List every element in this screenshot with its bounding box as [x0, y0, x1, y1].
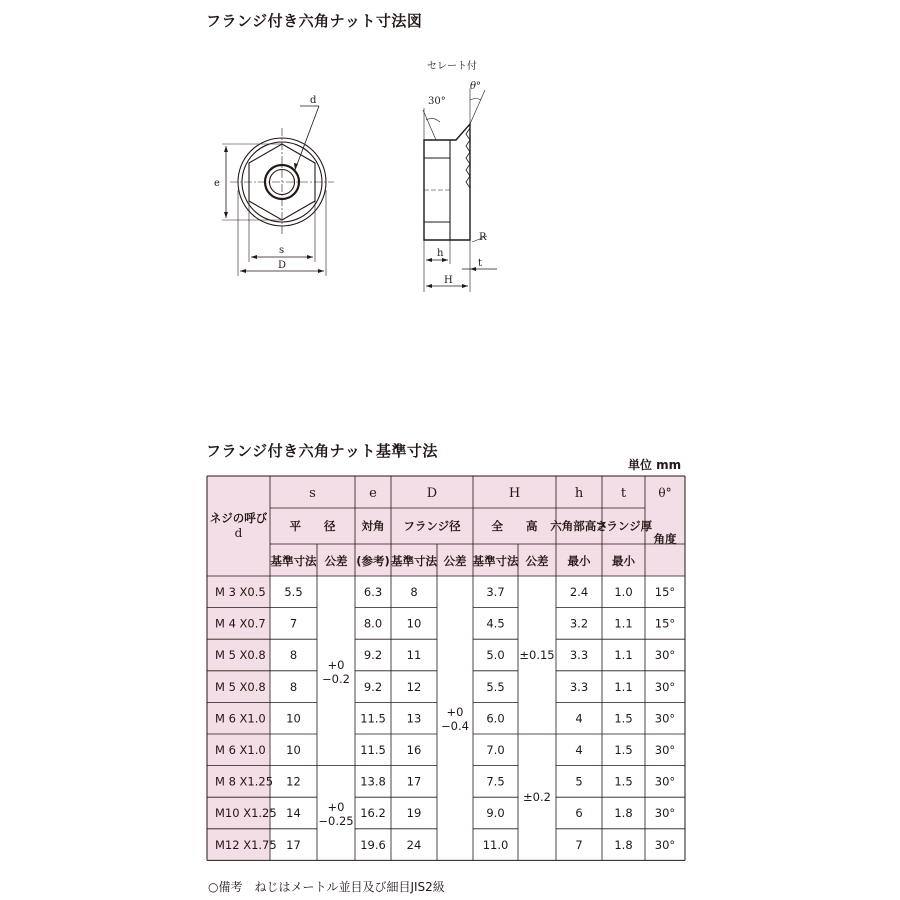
row-D: 8	[410, 585, 418, 599]
header-taikaku: 対角	[361, 519, 385, 533]
label-angle-30: 30°	[428, 96, 446, 107]
row-t: 1.0	[614, 585, 633, 599]
row-t: 1.1	[614, 616, 633, 631]
row-e: 8.0	[363, 616, 383, 631]
row-h: 6	[575, 806, 583, 821]
row-screw-size: M12 X1.75	[215, 837, 277, 852]
row-theta: 15°	[654, 616, 676, 631]
row-t: 1.1	[614, 648, 633, 663]
row-screw-size: M 8 X1.25	[215, 774, 274, 789]
row-D: 24	[406, 837, 422, 852]
header-subcol: 最小	[567, 554, 591, 568]
header-angle: 角度	[653, 532, 677, 546]
row-theta: 30°	[654, 837, 676, 852]
header-subcol: 最小	[612, 554, 635, 568]
header-subcol: (参考)	[356, 554, 390, 568]
row-t: 1.1	[614, 679, 633, 694]
row-s: 12	[286, 774, 301, 789]
row-s: 7	[289, 616, 298, 631]
header-theta: θ°	[658, 486, 672, 500]
row-D: 10	[406, 616, 422, 631]
unit-label: 単位 mm	[628, 458, 682, 472]
row-H: 6.0	[486, 711, 505, 726]
header-e: e	[369, 486, 377, 501]
row-h: 3.3	[569, 679, 589, 694]
header-subcol: 公差	[525, 554, 549, 568]
row-D: 17	[406, 774, 422, 789]
row-theta: 30°	[654, 743, 676, 757]
header-subcol: 基準寸法	[391, 554, 437, 568]
row-e: 13.8	[360, 774, 386, 789]
row-t: 1.5	[614, 774, 633, 789]
tolerance-D: +0	[446, 705, 464, 720]
row-H: 3.7	[486, 585, 505, 599]
row-h: 3.2	[569, 616, 589, 631]
label-s: s	[279, 245, 285, 256]
row-e: 19.6	[360, 837, 386, 852]
row-theta: 15°	[654, 585, 676, 599]
row-screw-size: M 5 X0.8	[215, 679, 266, 694]
row-t: 1.5	[614, 711, 633, 726]
row-screw-size: M10 X1.25	[215, 806, 277, 821]
header-subcol: 公差	[443, 554, 467, 568]
row-D: 12	[406, 679, 422, 694]
row-screw-size: M 3 X0.5	[215, 585, 266, 599]
tolerance-D: −0.4	[441, 719, 469, 734]
row-H: 5.5	[486, 679, 505, 694]
tolerance-H-a: ±0.15	[519, 648, 555, 662]
row-h: 4	[575, 711, 583, 726]
row-h: 3.3	[569, 648, 589, 663]
header-D: D	[426, 486, 438, 501]
note: ○備考 ねじはメートル並目及び細目JIS2級	[208, 880, 445, 894]
row-t: 1.8	[614, 806, 633, 821]
header-screw-size: ネジの呼び	[209, 511, 268, 525]
row-s: 8	[289, 648, 298, 663]
tolerance-s-b: −0.25	[318, 814, 354, 828]
header-flange-diameter: フランジ径	[403, 519, 461, 533]
row-e: 6.3	[363, 585, 383, 599]
tolerance-s-a: +0	[327, 657, 345, 672]
header-flange-thickness: フランジ厚	[594, 519, 653, 533]
row-theta: 30°	[654, 711, 676, 726]
row-theta: 30°	[654, 648, 676, 663]
table-title: フランジ付き六角ナット基準寸法	[206, 442, 438, 460]
row-e: 11.5	[360, 711, 386, 726]
row-H: 7.0	[486, 743, 505, 757]
row-H: 9.0	[486, 806, 505, 821]
row-D: 19	[406, 806, 422, 821]
label-theta: θ°	[470, 81, 482, 92]
row-h: 5	[575, 774, 583, 789]
label-D: D	[278, 260, 287, 271]
header-subcol: 基準寸法	[472, 554, 519, 568]
row-e: 11.5	[360, 743, 386, 757]
header-s: s	[309, 486, 316, 501]
row-s: 10	[286, 743, 301, 757]
label-H: H	[444, 275, 453, 286]
header-h: h	[574, 486, 584, 501]
row-H: 11.0	[482, 837, 509, 852]
row-screw-size: M 6 X1.0	[215, 711, 266, 726]
row-t: 1.8	[614, 837, 633, 852]
row-s: 17	[286, 837, 301, 852]
row-theta: 30°	[654, 806, 676, 821]
row-theta: 30°	[654, 774, 676, 789]
label-d: d	[310, 95, 317, 106]
row-theta: 30°	[654, 679, 676, 694]
row-s: 14	[286, 806, 301, 821]
row-s: 5.5	[284, 585, 303, 599]
row-D: 13	[406, 711, 422, 726]
row-s: 10	[286, 711, 301, 726]
header-hex-height: 六角部高さ	[550, 519, 608, 533]
drawing-title: フランジ付き六角ナット寸法図	[206, 12, 423, 30]
header-subcol: 公差	[324, 554, 348, 568]
row-s: 8	[289, 679, 298, 694]
header-hirakei: 平 径	[289, 519, 336, 533]
row-e: 9.2	[363, 679, 383, 694]
row-t: 1.5	[614, 743, 633, 757]
tolerance-s-a: −0.2	[322, 671, 350, 686]
label-t: t	[478, 258, 483, 269]
header-H: H	[508, 486, 521, 501]
row-H: 4.5	[486, 616, 505, 631]
row-h: 4	[575, 743, 583, 757]
row-e: 9.2	[363, 648, 383, 663]
row-e: 16.2	[360, 806, 386, 821]
row-D: 11	[406, 648, 422, 663]
header-subcol: 基準寸法	[270, 554, 317, 568]
row-h: 7	[575, 837, 583, 852]
tolerance-s-b: +0	[327, 800, 345, 814]
label-e: e	[214, 178, 220, 189]
tolerance-H-b: ±0.2	[523, 790, 551, 805]
label-R: R	[479, 232, 487, 243]
row-screw-size: M 5 X0.8	[215, 648, 266, 663]
row-H: 7.5	[486, 774, 505, 789]
row-H: 5.0	[486, 648, 505, 663]
row-h: 2.4	[569, 585, 589, 599]
label-h: h	[437, 248, 444, 259]
header-total-height: 全 高	[491, 519, 538, 533]
row-screw-size: M 6 X1.0	[215, 743, 266, 757]
row-screw-size: M 4 X0.7	[215, 616, 266, 631]
header-t: t	[620, 486, 627, 501]
serration-label: セレート付	[427, 61, 477, 72]
header-screw-d: d	[234, 526, 243, 540]
row-D: 16	[406, 743, 422, 757]
